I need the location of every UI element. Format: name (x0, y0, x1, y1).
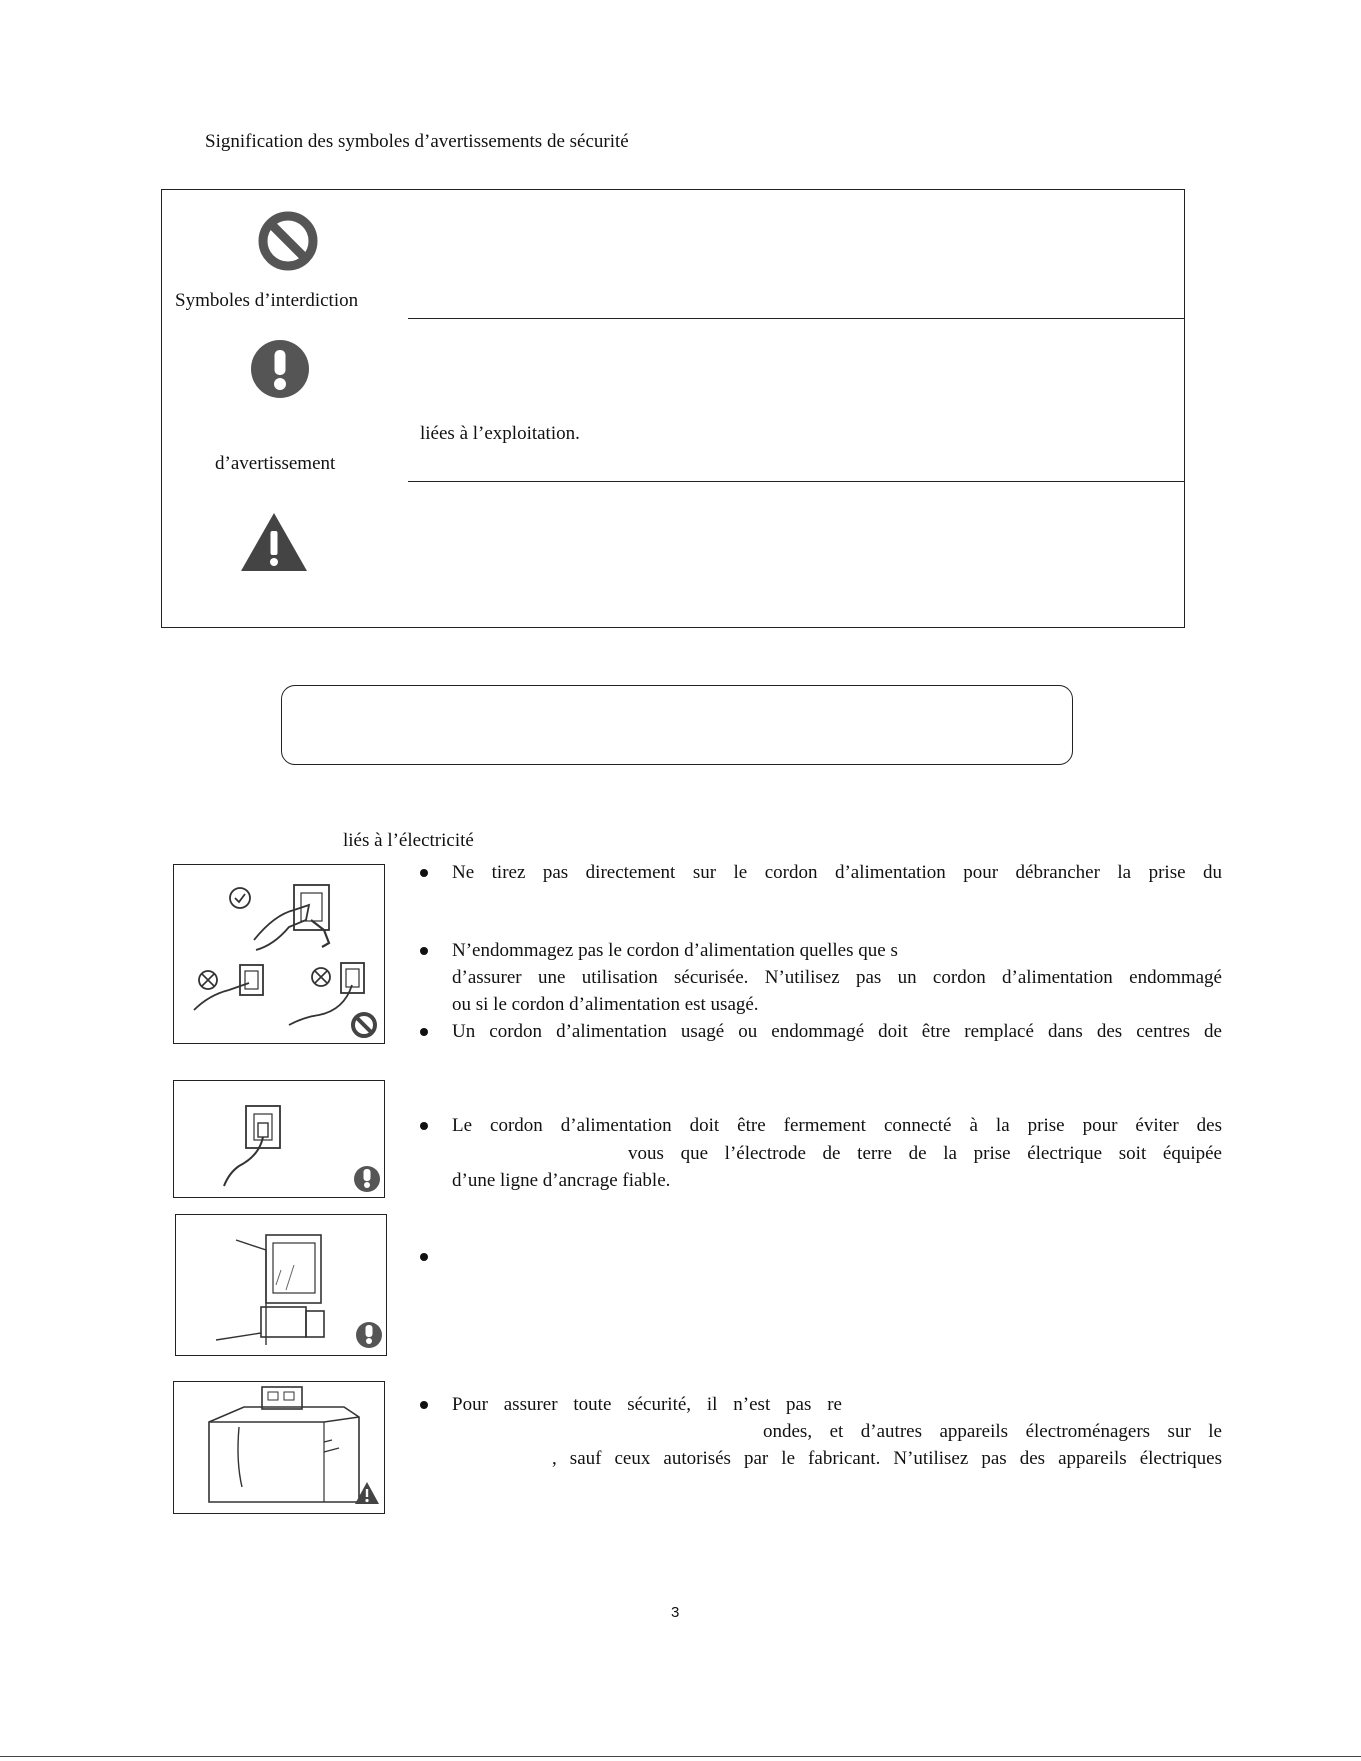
item-safety-text-1: Pour assurer toute sécurité, il n’est pas re (452, 1394, 842, 1415)
bullet (420, 947, 428, 955)
illustration-plug (173, 1080, 385, 1198)
plug-illustration-icon (174, 1081, 383, 1196)
bullet (420, 869, 428, 877)
bullet (420, 1028, 428, 1036)
item-damage-text-1: N’endommagez pas le cordon d’alimentation quelles que s (452, 940, 898, 961)
prohibition-label: Symboles d’interdiction (175, 290, 359, 311)
item-connect-text-2: vous que l’électrode de terre de la prise électrique soit équipée (628, 1143, 1222, 1164)
item-unplug-text: Ne tirez pas directement sur le cordon d’alimentation pour débrancher la prise du (452, 862, 1222, 883)
item-safety-text-3: , sauf ceux autorisés par le fabricant. N’utilisez pas des appareils électriques (552, 1448, 1222, 1469)
warning-description: liées à l’exploitation. (420, 423, 580, 444)
unplug-illustration-icon (174, 865, 383, 1042)
warning-triangle-icon (239, 511, 309, 573)
prohibition-icon (256, 209, 320, 273)
bullet (420, 1401, 428, 1409)
illustration-appliance (175, 1214, 387, 1356)
illustration-freezer (173, 1381, 385, 1514)
bottom-rule (0, 1756, 1361, 1757)
item-safety-text-2: ondes, et d’autres appareils électroménagers sur le (763, 1421, 1222, 1442)
section-heading: liés à l’électricité (343, 830, 474, 851)
freezer-illustration-icon (174, 1382, 383, 1512)
notice-box (281, 685, 1073, 765)
item-damage-text-2: d’assurer une utilisation sécurisée. N’utilisez pas un cordon d’alimentation endommagé (452, 967, 1222, 988)
exclamation-icon (250, 339, 310, 399)
appliance-illustration-icon (176, 1215, 385, 1354)
item-connect-text-1: Le cordon d’alimentation doit être fermement connecté à la prise pour éviter des (452, 1115, 1222, 1136)
symbols-divider-1 (408, 318, 1185, 319)
symbols-divider-2 (408, 481, 1185, 482)
bullet (420, 1253, 428, 1261)
item-damage-text-3: ou si le cordon d’alimentation est usagé. (452, 994, 759, 1015)
item-connect-text-3: d’une ligne d’ancrage fiable. (452, 1170, 671, 1191)
warning-label: d’avertissement (215, 453, 336, 474)
page-title: Signification des symboles d’avertissements de sécurité (205, 131, 629, 152)
page-number: 3 (671, 1604, 680, 1621)
bullet (420, 1122, 428, 1130)
illustration-unplug (173, 864, 385, 1044)
item-replace-text: Un cordon d’alimentation usagé ou endommagé doit être remplacé dans des centres de (452, 1021, 1222, 1042)
